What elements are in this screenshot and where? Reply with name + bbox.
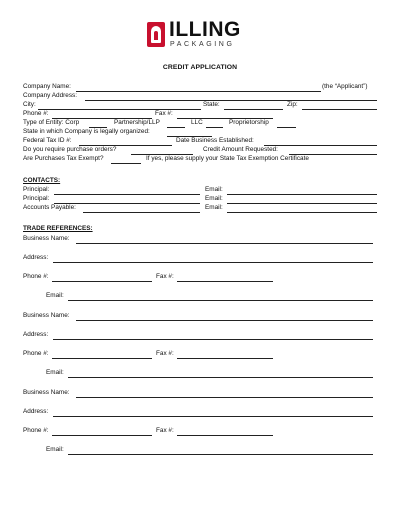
contact-label: Principal: xyxy=(23,186,50,193)
tax-exempt-note: If yes, please supply your State Tax Exemption Certificate xyxy=(146,155,309,162)
credit-label: Credit Amount Requested: xyxy=(203,146,278,153)
city-label: City: xyxy=(23,101,36,108)
logo-subtitle: PACKAGING xyxy=(170,41,235,48)
company-address-row xyxy=(23,92,377,101)
contact-label: Principal: xyxy=(23,195,50,202)
ref-phone-fax-row xyxy=(23,273,377,282)
ref-email-row xyxy=(23,446,377,455)
ref-business-row xyxy=(23,389,377,398)
contacts-heading: CONTACTS: xyxy=(23,177,61,184)
tax-id-row xyxy=(23,137,377,146)
ref-email-row xyxy=(23,292,377,301)
entity-type-row xyxy=(23,119,377,128)
ref-fax-field[interactable] xyxy=(177,435,273,436)
contact-label: Accounts Payable: xyxy=(23,204,76,211)
contact-row xyxy=(23,204,377,213)
entity-proprietorship-label: Proprietorship xyxy=(229,119,269,126)
state-organized-label: State in which Company is legally organized: xyxy=(23,128,150,135)
contact-email-label: Email: xyxy=(205,195,223,202)
contact-email-label: Email: xyxy=(205,204,223,211)
ref-business-label: Business Name: xyxy=(23,389,70,396)
ref-address-field[interactable] xyxy=(53,416,373,417)
ref-fax-label: Fax #: xyxy=(156,427,174,434)
ref-fax-field[interactable] xyxy=(177,358,273,359)
ref-business-row xyxy=(23,312,377,321)
fax-label: Fax #: xyxy=(155,110,173,117)
state-organized-row xyxy=(23,128,377,137)
ref-email-row xyxy=(23,369,377,378)
ref-business-field[interactable] xyxy=(76,320,373,321)
phone-label: Phone #: xyxy=(23,110,49,117)
contact-email-field[interactable] xyxy=(227,212,377,213)
fed-tax-label: Federal Tax ID #: xyxy=(23,137,72,144)
ref-business-field[interactable] xyxy=(76,243,373,244)
established-label: Date Business Established: xyxy=(176,137,254,144)
phone-fax-row xyxy=(23,110,377,119)
state-label: State: xyxy=(203,101,220,108)
ref-email-label: Email: xyxy=(46,446,64,453)
page-title: CREDIT APPLICATION xyxy=(162,64,238,71)
po-label: Do you require purchase orders? xyxy=(23,146,117,153)
ref-business-label: Business Name: xyxy=(23,235,70,242)
ref-address-row xyxy=(23,254,377,263)
ref-phone-fax-row xyxy=(23,427,377,436)
contact-email-label: Email: xyxy=(205,186,223,193)
contact-row xyxy=(23,186,377,195)
entity-label: Type of Entity: Corp xyxy=(23,119,80,126)
ref-email-label: Email: xyxy=(46,292,64,299)
entity-llc-label: LLC xyxy=(191,119,203,126)
ref-phone-label: Phone #: xyxy=(23,350,49,357)
ref-phone-fax-row xyxy=(23,350,377,359)
company-address-label: Company Address: xyxy=(23,92,77,99)
ref-phone-field[interactable] xyxy=(52,281,152,282)
ref-fax-label: Fax #: xyxy=(156,273,174,280)
ref-email-label: Email: xyxy=(46,369,64,376)
company-name-label: Company Name: xyxy=(23,83,71,90)
tax-exempt-field[interactable] xyxy=(111,163,141,164)
ref-address-row xyxy=(23,331,377,340)
ref-phone-label: Phone #: xyxy=(23,273,49,280)
tax-exempt-row xyxy=(23,155,377,164)
tax-exempt-label: Are Purchases Tax Exempt? xyxy=(23,155,104,162)
ref-address-row xyxy=(23,408,377,417)
ref-address-field[interactable] xyxy=(53,339,373,340)
flame-bottle-icon xyxy=(147,22,165,47)
applicant-note: (the “Applicant”) xyxy=(322,83,368,90)
logo-word: ILLING xyxy=(169,18,241,41)
ref-business-row xyxy=(23,235,377,244)
contact-name-field[interactable] xyxy=(83,212,200,213)
ref-phone-field[interactable] xyxy=(52,435,152,436)
contact-row xyxy=(23,195,377,204)
ref-address-label: Address: xyxy=(23,408,49,415)
entity-partnership-label: Partnership/LLP xyxy=(114,119,160,126)
company-name-row xyxy=(23,83,377,92)
illing-logo xyxy=(147,20,259,52)
ref-email-field[interactable] xyxy=(68,377,373,378)
ref-business-field[interactable] xyxy=(76,397,373,398)
ref-fax-field[interactable] xyxy=(177,281,273,282)
zip-label: Zip: xyxy=(287,101,298,108)
ref-phone-label: Phone #: xyxy=(23,427,49,434)
ref-address-label: Address: xyxy=(23,331,49,338)
ref-email-field[interactable] xyxy=(68,300,373,301)
trade-references-heading: TRADE REFERENCES: xyxy=(23,225,93,232)
purchase-orders-row xyxy=(23,146,377,155)
ref-address-field[interactable] xyxy=(53,262,373,263)
ref-address-label: Address: xyxy=(23,254,49,261)
ref-phone-field[interactable] xyxy=(52,358,152,359)
ref-business-label: Business Name: xyxy=(23,312,70,319)
ref-email-field[interactable] xyxy=(68,454,373,455)
ref-fax-label: Fax #: xyxy=(156,350,174,357)
city-state-zip-row xyxy=(23,101,377,110)
